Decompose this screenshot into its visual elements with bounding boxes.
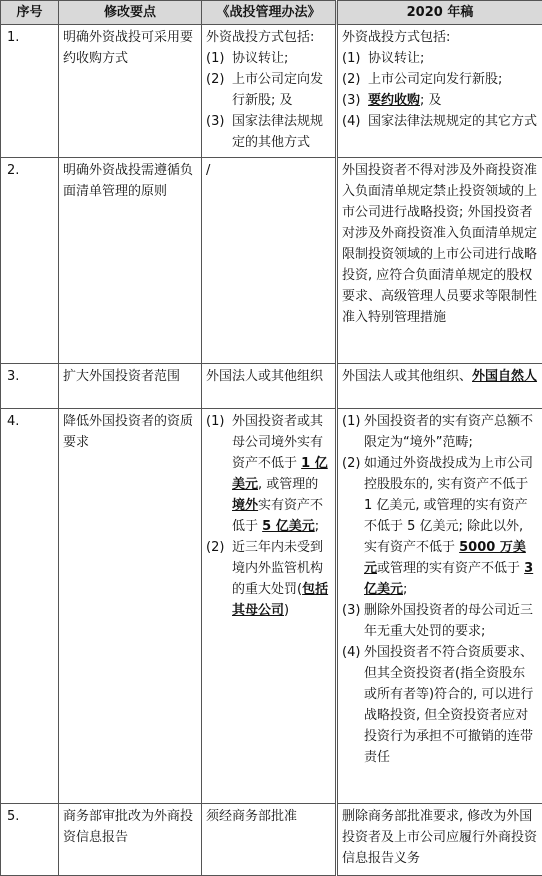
measures-cell [202,25,337,158]
draft-list [342,48,538,132]
table-row [1,409,542,804]
draft-intro: 外资战投方式包括: [342,27,538,48]
measures-intro: 外资战投方式包括: [206,27,331,48]
measures-cell [202,409,337,804]
row-number: 2. [1,158,59,364]
header-point: 修改要点 [59,1,202,25]
measures-list [206,48,331,153]
list-item: (2) 上市公司定向发行新股; [342,69,538,90]
list-item: (3) 国家法律法规规定的其他方式 [206,111,331,153]
highlight-text: 包括其母公司 [232,582,328,618]
draft-cell [337,25,542,158]
table-row [1,158,542,364]
list-item: (1) 外国投资者的实有资产总额不限定为“境外”范畴; [342,411,538,453]
highlight-text: 境外 [232,498,258,513]
row-point: 明确外资战投需遵循负面清单管理的原则 [59,158,202,364]
row-number: 1. [1,25,59,158]
table-row [1,804,542,876]
header-row [1,1,542,25]
list-item: (1) 外国投资者或其母公司境外实有资产不低于 1 亿美元, 或管理的境外实有资产不低于 5 亿美元; [206,411,331,537]
row-number: 3. [1,364,59,409]
measures-cell: / [202,158,337,364]
row-point: 明确外资战投可采用要约收购方式 [59,25,202,158]
header-measures: 《战投管理办法》 [202,1,337,25]
highlight-text: 5000 万美元 [364,540,526,576]
measures-cell: 须经商务部批准 [202,804,337,876]
header-draft: 2020 年稿 [337,1,542,25]
highlight-text: 外国自然人 [472,369,537,384]
list-item: (2) 上市公司定向发行新股; 及 [206,69,331,111]
list-item: (3) 删除外国投资者的母公司近三年无重大处罚的要求; [342,600,538,642]
measures-list [206,411,331,621]
measures-cell: 外国法人或其他组织 [202,364,337,409]
list-item: (2) 如通过外资战投成为上市公司控股股东的, 实有资产不低于 1 亿美元, 或管理的实有资产不低于 5 亿美元; 除此以外, 实有资产不低于 5000 万美元或管理的实有资产不低于 3 亿美元; [342,453,538,600]
draft-cell: 外国投资者不得对涉及外商投资准入负面清单规定禁止投资领域的上市公司进行战略投资; 外国投资者对涉及外商投资准入负面清单规定限制投资领域的上市公司进行战略投资, 应符合负面清单规定的股权要求、高级管理人员要求等限制性准入特别管理措施 [337,158,542,364]
highlight-text: 1 亿美元 [232,456,328,492]
list-item: (1) 协议转让; [342,48,538,69]
row-number: 4. [1,409,59,804]
table-row [1,364,542,409]
row-point: 降低外国投资者的资质要求 [59,409,202,804]
highlight-text: 3 亿美元 [364,561,533,597]
draft-cell: 删除商务部批准要求, 修改为外国投资者及上市公司应履行外商投资信息报告义务 [337,804,542,876]
table-row [1,25,542,158]
row-point: 商务部审批改为外商投资信息报告 [59,804,202,876]
highlight-text: 5 亿美元 [262,519,315,534]
draft-cell [337,409,542,804]
list-item: (2) 近三年内未受到境内外监管机构的重大处罚(包括其母公司) [206,537,331,621]
list-item: (1) 协议转让; [206,48,331,69]
list-item: (3) 要约收购; 及 [342,90,538,111]
draft-list [342,411,538,768]
draft-cell: 外国法人或其他组织、外国自然人 [337,364,542,409]
row-number: 5. [1,804,59,876]
list-item: (4) 外国投资者不符合资质要求、但其全资投资者(指全资股东或所有者等)符合的, 可以进行战略投资, 但全资投资者应对投资行为承担不可撤销的连带责任 [342,642,538,768]
row-point: 扩大外国投资者范围 [59,364,202,409]
highlight-text: 要约收购 [368,93,420,108]
list-item: (4) 国家法律法规规定的其它方式 [342,111,538,132]
header-no: 序号 [1,1,59,25]
